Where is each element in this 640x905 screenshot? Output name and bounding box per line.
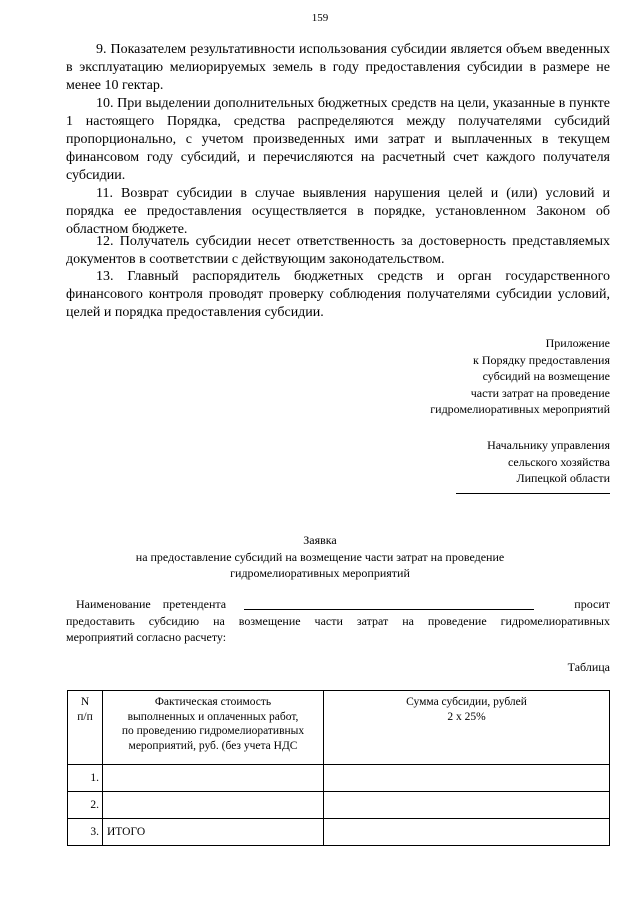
header-sum-line-1: Сумма субсидии, рублей — [406, 696, 527, 708]
paragraph-13 — [66, 268, 610, 322]
paragraph-10-text: 10. При выделении дополнительных бюджетных средств на цели, указанные в пункте 1 настоящего Порядка, средства распределяются между получателями субсидий пропорционально, с учетом произведенных ими затрат и выплаченных в текущем финансовом году субсидий, и перечисляются на расчетный счет каждого получателя субсидии. — [66, 96, 610, 183]
row-sum-cell[interactable] — [324, 792, 610, 819]
addressee-line-1: Начальнику управления — [487, 438, 610, 452]
addressee-line-3: Липецкой области — [516, 471, 610, 485]
total-sum-cell[interactable] — [324, 819, 610, 846]
applicant-name-blank[interactable] — [244, 597, 534, 610]
row-cost-cell[interactable] — [103, 792, 324, 819]
page-number: 159 — [311, 12, 329, 24]
label-requests: просит — [574, 597, 610, 611]
appendix-line-5: гидромелиоративных мероприятий — [430, 402, 610, 416]
row-cost-cell[interactable] — [103, 765, 324, 792]
appendix-line-1: Приложение — [545, 336, 610, 350]
appendix-line-4: части затрат на проведение — [470, 385, 610, 400]
form-line-3: мероприятий согласно расчету: — [66, 630, 227, 644]
calculation-table — [67, 690, 610, 846]
paragraph-10 — [66, 95, 610, 185]
paragraph-9-text: 9. Показателем результативности использования субсидии является объем введенных в эксплуатацию мелиорируемых земель в году предоставления субсидии в размере не менее 10 гектар. — [66, 42, 610, 93]
appendix-block — [430, 335, 610, 418]
row-number: 1. — [68, 765, 103, 792]
header-cost-line-1: Фактическая стоимость — [154, 696, 272, 708]
paragraph-11-text: 11. Возврат субсидии в случае выявления нарушения целей и (или) условий и порядка ее предоставления осуществляется в порядке, установленном Законом об областном бюджете. — [66, 186, 610, 237]
total-label: ИТОГО — [103, 819, 324, 846]
addressee-line-2: сельского хозяйства — [507, 454, 610, 469]
table-header-row — [68, 691, 610, 765]
label-applicant: претендента — [162, 597, 227, 611]
paragraph-9 — [66, 41, 610, 95]
addressee-block — [487, 437, 610, 487]
paragraph-13-text: 13. Главный распорядитель бюджетных средств и орган государственного финансового контроля проводят проверку соблюдения получателями субсидии условий, целей и порядка предоставления субсидии. — [66, 269, 610, 320]
header-number — [68, 691, 103, 765]
form-row-applicant — [66, 596, 610, 613]
application-subtitle-2: гидромелиоративных мероприятий — [230, 566, 410, 580]
label-name: Наименование — [76, 597, 151, 611]
table-row — [68, 765, 610, 792]
header-cost-line-2: выполненных и оплаченных работ, — [127, 710, 299, 723]
header-number-line-1: N — [80, 696, 90, 708]
paragraph-12-text: 12. Получатель субсидии несет ответственность за достоверность представляемых документов в соответствии с действующим законодательством. — [66, 234, 610, 267]
row-number: 3. — [68, 819, 103, 846]
table-row-total — [68, 819, 610, 846]
header-sum — [324, 691, 610, 765]
appendix-line-3: субсидий на возмещение — [482, 369, 610, 383]
application-subtitle-1: на предоставление субсидий на возмещение части затрат на проведение — [135, 549, 505, 564]
table-row — [68, 792, 610, 819]
application-title: Заявка — [303, 533, 337, 547]
header-cost-line-4: мероприятий, руб. (без учета НДС — [128, 739, 298, 752]
application-heading — [0, 532, 640, 582]
paragraph-12 — [66, 233, 610, 269]
row-number: 2. — [68, 792, 103, 819]
paragraph-11 — [66, 185, 610, 239]
addressee-signature-line — [456, 493, 610, 494]
application-form-text — [66, 596, 610, 646]
header-sum-line-2: 2 х 25% — [447, 710, 486, 723]
appendix-line-2: к Порядку предоставления — [472, 352, 610, 367]
row-sum-cell[interactable] — [324, 765, 610, 792]
header-cost — [103, 691, 324, 765]
header-cost-line-3: по проведению гидромелиоративных — [121, 725, 305, 737]
table-label: Таблица — [567, 660, 610, 674]
form-line-2: предоставить субсидию на возмещение части затрат на проведение гидромелиоративных — [66, 613, 610, 628]
header-number-line-2: п/п — [77, 710, 93, 723]
